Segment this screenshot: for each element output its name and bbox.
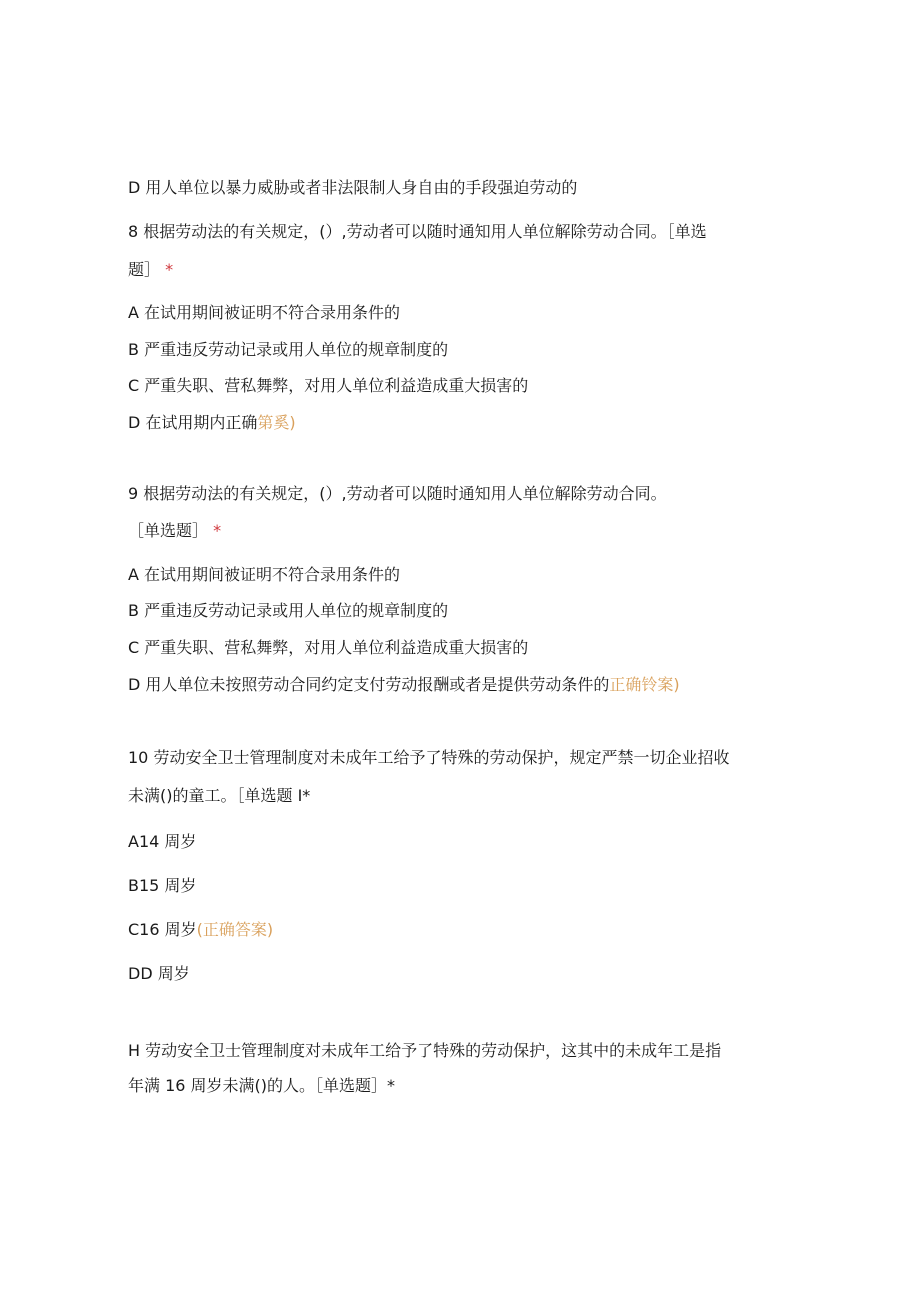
question-10-stem-line-1: 10 劳动安全卫士管理制度对未成年工给予了特殊的劳动保护，规定严禁一切企业招收	[128, 748, 730, 767]
question-10-option-d: DD 周岁	[128, 964, 190, 983]
question-11-stem-line-1: H 劳动安全卫士管理制度对未成年工给予了特殊的劳动保护，这其中的未成年工是指	[128, 1041, 722, 1060]
question-8-option-d: D 在试用期内正确第奚)	[128, 413, 296, 432]
question-10-option-a: A14 周岁	[128, 832, 197, 851]
answer-note: 第奚)	[257, 413, 296, 432]
question-11-stem-line-2: 年满 16 周岁未满()的人。［单选题］*	[128, 1076, 396, 1095]
question-8-option-b: B 严重违反劳动记录或用人单位的规章制度的	[128, 340, 449, 359]
option-d-previous	[128, 178, 577, 198]
question-8-stem-line-2: 题］ *	[128, 260, 174, 279]
question-10-option-c: C16 周岁(正确答案)	[128, 920, 274, 939]
question-9-option-c: C 严重失职、营私舞弊，对用人单位利益造成重大损害的	[128, 638, 529, 657]
question-8-stem-line-1: 8 根据劳动法的有关规定，(）,劳动者可以随时通知用人单位解除劳动合同。［单选	[128, 222, 707, 241]
required-mark: *	[165, 260, 174, 279]
question-8-option-c: C 严重失职、营私舞弊，对用人单位利益造成重大损害的	[128, 376, 529, 395]
question-10-stem-line-2: 未满()的童工。［单选题 I*	[128, 786, 311, 805]
question-9-option-a: A 在试用期间被证明不符合录用条件的	[128, 565, 401, 584]
question-9-option-d: D 用人单位未按照劳动合同约定支付劳动报酬或者是提供劳动条件的正确铃案)	[128, 675, 680, 694]
question-8-option-a: A 在试用期间被证明不符合录用条件的	[128, 303, 401, 322]
answer-note: (正确答案)	[196, 920, 274, 939]
question-9-stem-line-1: 9 根据劳动法的有关规定，(）,劳动者可以随时通知用人单位解除劳动合同。	[128, 484, 667, 503]
option-text: D 用人单位以暴力威胁或者非法限制人身自由的手段强迫劳动的	[128, 178, 578, 197]
question-10-option-b: B15 周岁	[128, 876, 197, 895]
question-9-stem-line-2: ［单选题］ *	[128, 521, 222, 540]
question-9-option-b: B 严重违反劳动记录或用人单位的规章制度的	[128, 601, 449, 620]
required-mark: *	[213, 521, 222, 540]
answer-note: 正确铃案)	[609, 675, 680, 694]
